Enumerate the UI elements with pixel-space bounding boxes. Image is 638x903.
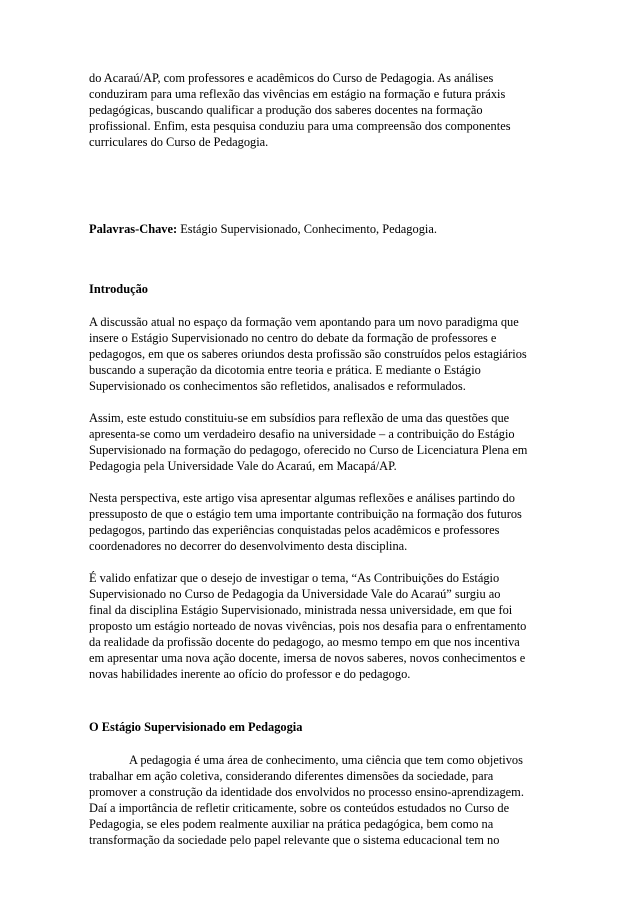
keywords	[89, 221, 549, 237]
text-line: É valido enfatizar que o desejo de investigar o tema, “As Contribuições do Estágio	[89, 571, 500, 585]
document-page	[89, 70, 549, 848]
text-line: curriculares do Curso de Pedagogia.	[89, 135, 269, 149]
text-line: Pedagogia pela Universidade Vale do Acaraú, em Macapá/AP.	[89, 459, 397, 473]
introduction-paragraph-3	[89, 490, 549, 554]
text-line: trabalhar em ação coletiva, considerando diferentes dimensões da sociedade, para	[89, 769, 494, 783]
text-line: da realidade da profissão docente do pedagogo, ao mesmo tempo em que nos incentiva	[89, 635, 520, 649]
text-line: pedagógicas, buscando qualificar a produção dos saberes docentes na formação	[89, 103, 483, 117]
text-line: Supervisionado no Curso de Pedagogia da Universidade Vale do Acaraú” surgiu ao	[89, 587, 501, 601]
section-heading: O Estágio Supervisionado em Pedagogia	[89, 720, 303, 734]
text-line: buscando a superação da dicotomia entre teoria e prática. E mediante o Estágio	[89, 363, 481, 377]
text-line: Supervisionado os conhecimentos são refletidos, analisados e reformulados.	[89, 379, 466, 393]
text-line: coordenadores no decorrer do desenvolvimento desta disciplina.	[89, 539, 408, 553]
introduction-heading: Introdução	[89, 282, 148, 296]
text-line: apresenta-se como um verdadeiro desafio na universidade – a contribuição do Estágio	[89, 427, 515, 441]
introduction-paragraph-1	[89, 314, 549, 394]
text-line: proposto um estágio norteado de novas vivências, pois nos desafia para o enfrentamento	[89, 619, 527, 633]
keywords-line	[89, 221, 549, 237]
introduction-paragraph-2	[89, 410, 549, 474]
text-line: pedagogos, partindo das experiências conquistadas pelos acadêmicos e professores	[89, 523, 500, 537]
keywords-label: Palavras-Chave:	[89, 222, 178, 236]
keywords-text: Estágio Supervisionado, Conhecimento, Pedagogia.	[177, 222, 437, 236]
text-line: final da disciplina Estágio Supervisionado, ministrada nessa universidade, em que foi	[89, 603, 513, 617]
text-line: Nesta perspectiva, este artigo visa apresentar algumas reflexões e análises partindo do	[89, 491, 515, 505]
text-line: profissional. Enfim, esta pesquisa conduziu para uma compreensão dos componentes	[89, 119, 511, 133]
text-line: conduziram para uma reflexão das vivências em estágio na formação e futura práxis	[89, 87, 506, 101]
text-line: A discussão atual no espaço da formação vem apontando para um novo paradigma que	[89, 315, 519, 329]
abstract-continuation	[89, 70, 549, 150]
text-line: Assim, este estudo constituiu-se em subsídios para reflexão de uma das questões que	[89, 411, 510, 425]
text-line: insere o Estágio Supervisionado no centro do debate da formação de professores e	[89, 331, 497, 345]
text-line: do Acaraú/AP, com professores e acadêmicos do Curso de Pedagogia. As análises	[89, 71, 494, 85]
introduction-paragraph-4	[89, 570, 549, 682]
text-line: A pedagogia é uma área de conhecimento, uma ciência que tem como objetivos	[129, 753, 523, 767]
text-line: Pedagogia, se eles podem realmente auxiliar na prática pedagógica, bem como na	[89, 817, 494, 831]
text-line: Supervisionado na formação do pedagogo, oferecido no Curso de Licenciatura Plena em	[89, 443, 528, 457]
text-line: pressuposto de que o estágio tem uma importante contribuição na formação dos futuros	[89, 507, 522, 521]
text-line: em apresentar uma nova ação docente, imersa de novos saberes, novos conhecimentos e	[89, 651, 526, 665]
section-paragraph-1	[89, 752, 549, 848]
text-line: promover a construção da identidade dos envolvidos no processo ensino-aprendizagem.	[89, 785, 524, 799]
text-line: novas habilidades inerente ao ofício do professor e do pedagogo.	[89, 667, 411, 681]
text-line: pedagogos, em que os saberes oriundos desta profissão são construídos pelos estagiários	[89, 347, 527, 361]
text-line: transformação da sociedade pelo papel relevante que o sistema educacional tem no	[89, 833, 500, 847]
text-line: Daí a importância de refletir criticamente, sobre os conteúdos estudados no Curso de	[89, 801, 510, 815]
